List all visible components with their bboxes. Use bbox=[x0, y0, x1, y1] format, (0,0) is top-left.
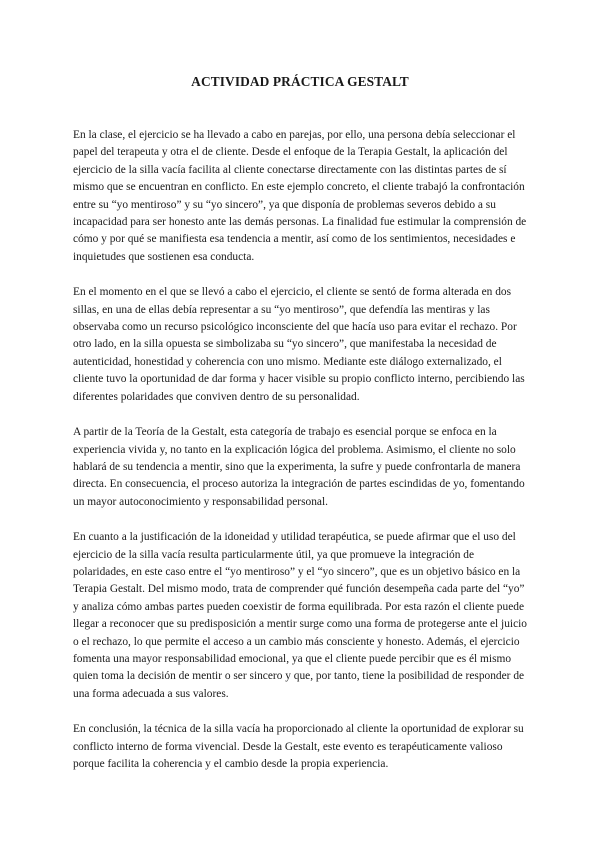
paragraph-exercise: En el momento en el que se llevó a cabo el ejercicio, el cliente se sentó de forma alterada en dos sillas, en una de ellas debía representar a su “yo mentiroso”, que defendía las mentiras y las observaba como un recurso psicológico inconsciente del que hacía uso para evitar el rechazo. Por otro lado, en la silla opuesta se simbolizaba su “yo sincero”, que manifestaba la necesidad de autenticidad, honestidad y coherencia con uno mismo. Mediante este diálogo externalizado, el cliente tuvo la oportunidad de dar forma y hacer visible su propio conflicto interno, percibiendo las diferentes polaridades que conviven dentro de su personalidad. bbox=[73, 286, 525, 403]
paragraph-justification: En cuanto a la justificación de la idoneidad y utilidad terapéutica, se puede afirmar que el uso del ejercicio de la silla vacía resulta particularmente útil, ya que promueve la integración de polaridades, en este caso entre el “yo mentiroso” y el “yo sincero”, que es un objetivo básico en la Terapia Gestalt. Del mismo modo, trata de comprender qué función desempeña cada parte del “yo” y analiza cómo ambas partes pueden coexistir de forma equilibrada. Por esta razón el cliente puede llegar a reconocer que su predisposición a mentir surge como una forma de protegerse ante el juicio o el rechazo, lo que permite el acceso a un cambio más consciente y honesto. Además, el ejercicio fomenta una mayor responsabilidad emocional, ya que el cliente puede percibir que es él mismo quien toma la decisión de mentir o ser sincero y que, por tanto, tiene la posibilidad de responder de una forma adecuada a sus valores. bbox=[73, 531, 527, 700]
paragraph-intro: En la clase, el ejercicio se ha llevado a cabo en parejas, por ello, una persona debía seleccionar el papel del terapeuta y otra el de cliente. Desde el enfoque de la Terapia Gestalt, la aplicación del ejercicio de la silla vacía facilita al cliente conectarse directamente con las distintas partes de sí mismo que se encuentran en conflicto. En este ejemplo concreto, el cliente trabajó la confrontación entre su “yo mentiroso” y su “yo sincero”, ya que disponía de problemas severos debido a su incapacidad para ser honesto ante las demás personas. La finalidad fue estimular la comprensión de cómo y por qué se manifiesta esa tendencia a mentir, así como de los sentimientos, necesidades e inquietudes que sostienen esa conducta. bbox=[73, 129, 527, 263]
paragraph-theory: A partir de la Teoría de la Gestalt, esta categoría de trabajo es esencial porque se enfoca en la experiencia vivida y, no tanto en la explicación lógica del problema. Asimismo, el cliente no solo hablará de su tendencia a mentir, sino que la experimenta, la sufre y puede confrontarla de manera directa. En consecuencia, el proceso autoriza la integración de partes escindidas de yo, fomentando un mayor autoconocimiento y responsabilidad personal. bbox=[73, 426, 525, 508]
document-body bbox=[73, 127, 529, 791]
page-title: ACTIVIDAD PRÁCTICA GESTALT bbox=[191, 74, 409, 89]
paragraph-conclusion: En conclusión, la técnica de la silla vacía ha proporcionado al cliente la oportunidad de explorar su conflicto interno de forma vivencial. Desde la Gestalt, este evento es terapéuticamente valioso porque facilita la coherencia y el cambio desde la propia experiencia. bbox=[73, 723, 524, 770]
